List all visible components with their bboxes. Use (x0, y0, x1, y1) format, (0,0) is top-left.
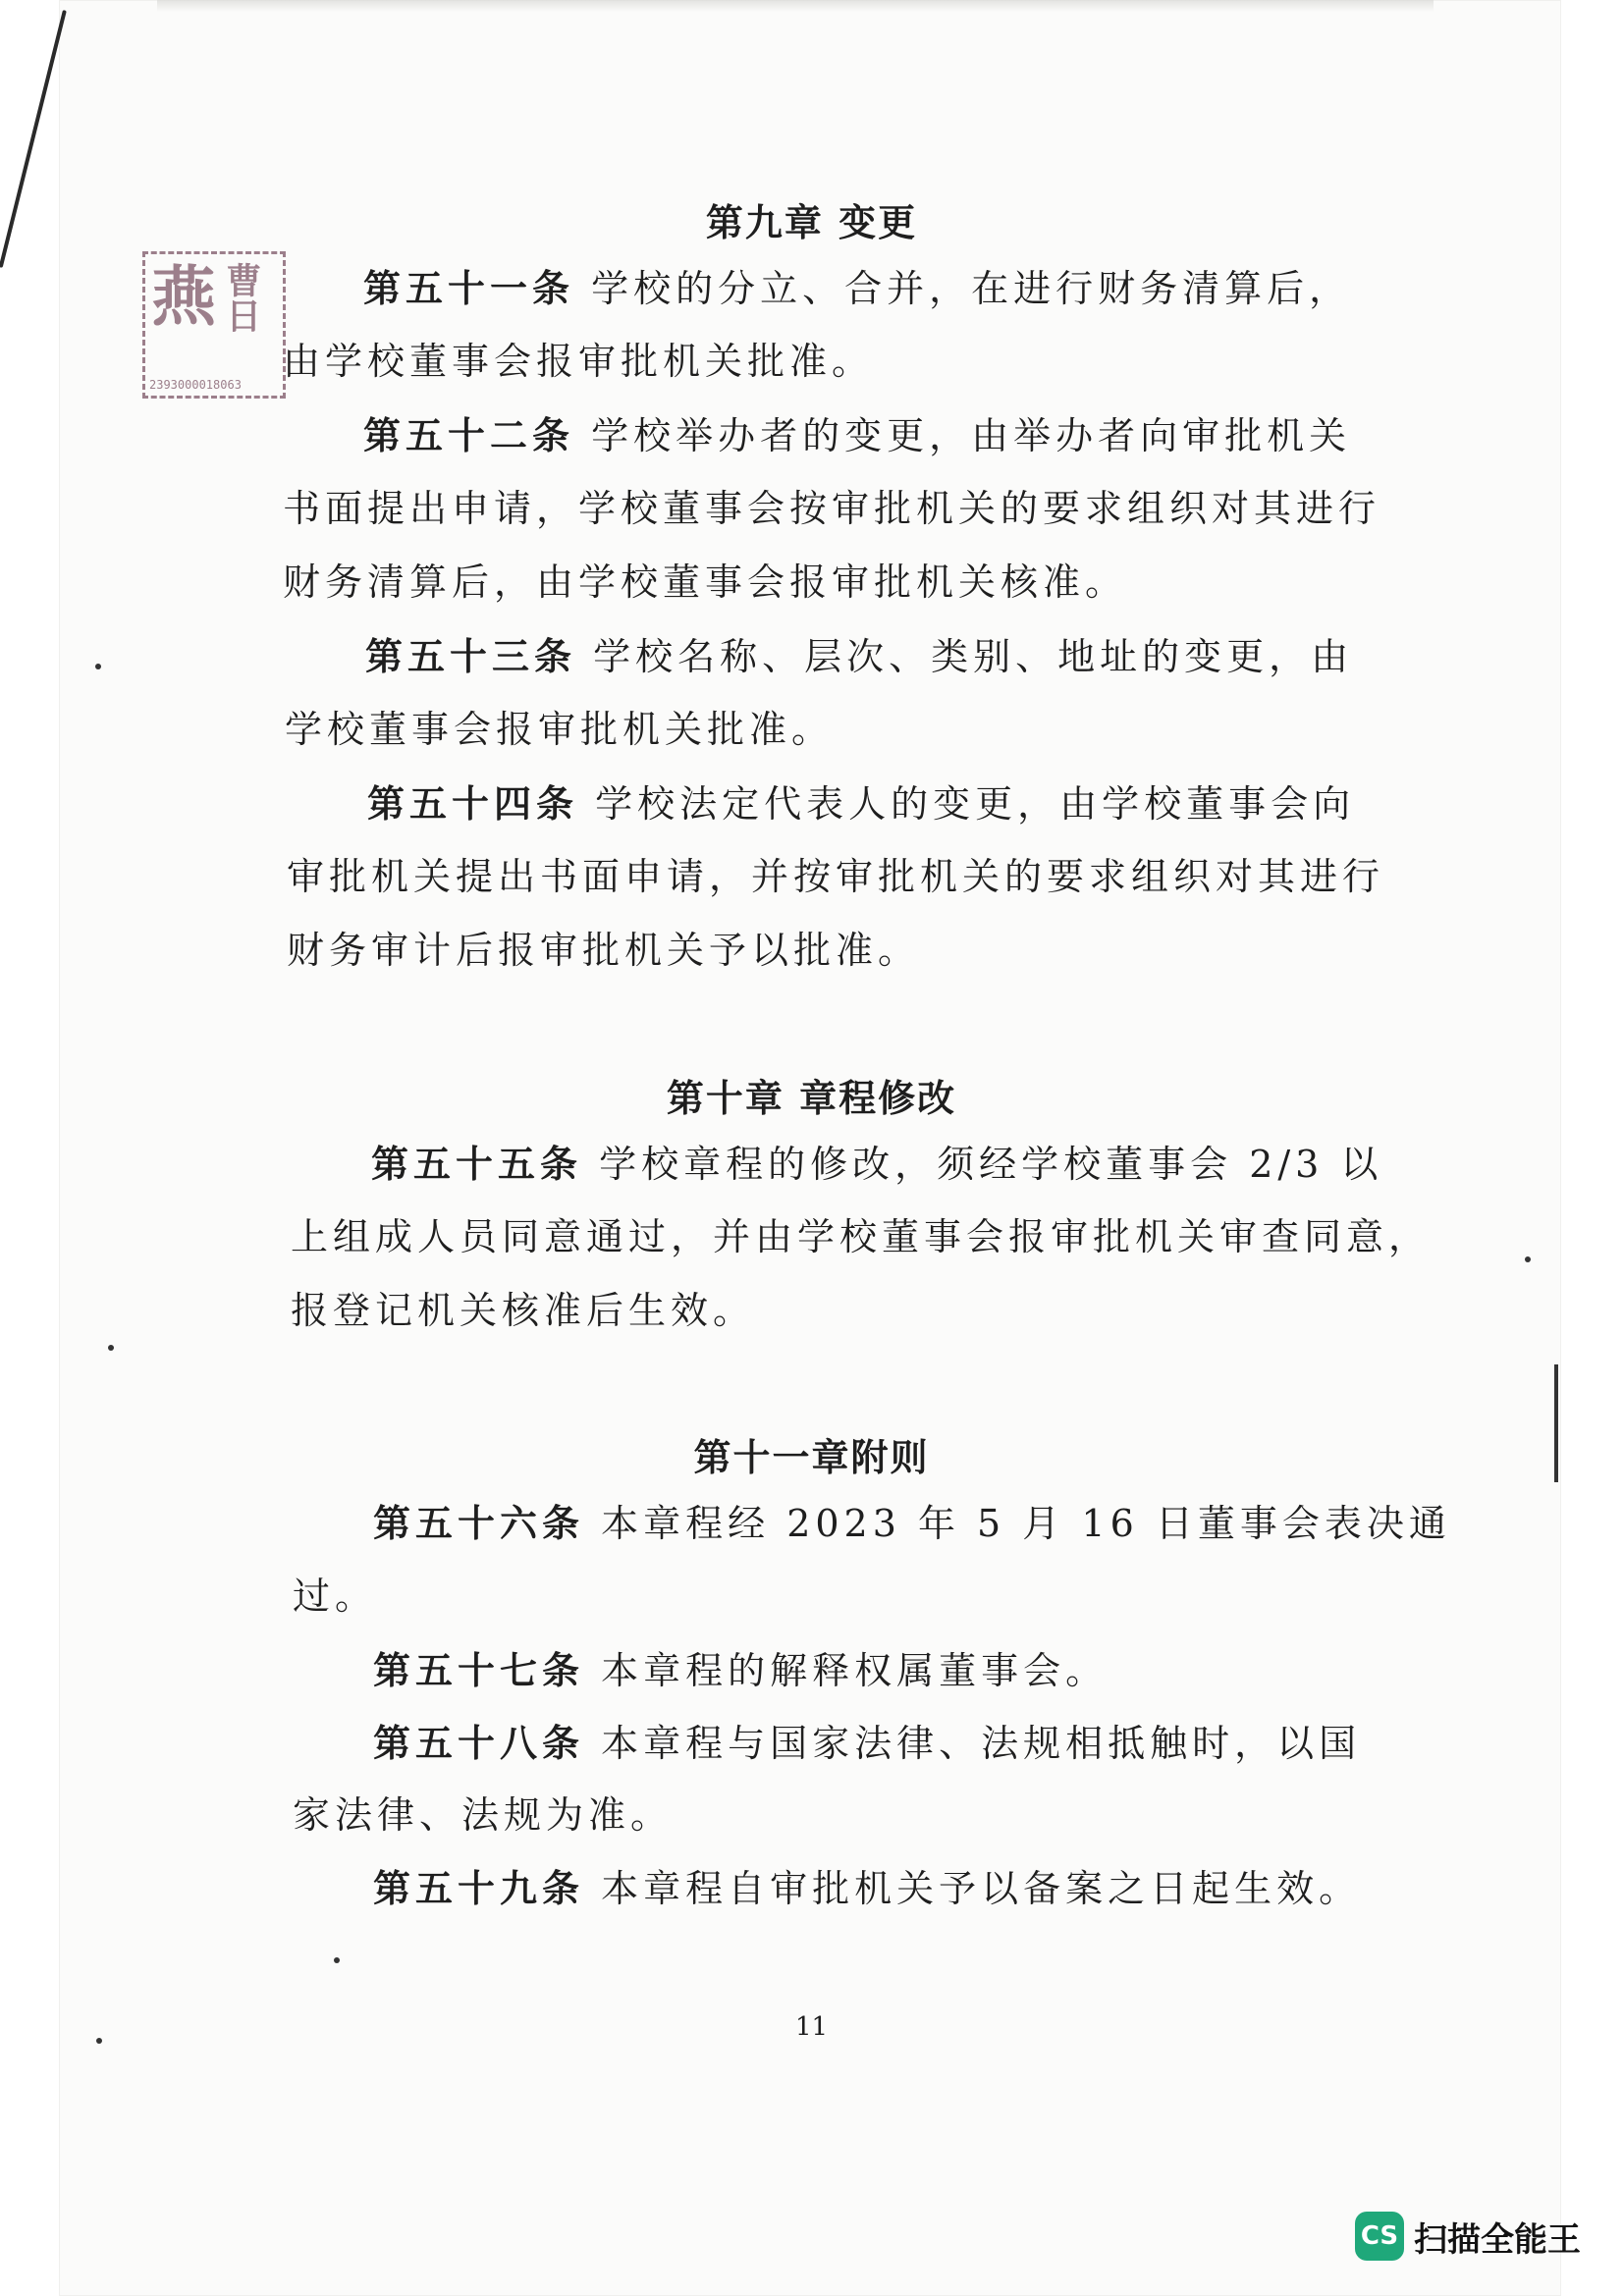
article-text: 本章程经 2023 年 5 月 16 日董事会表决通 (601, 1502, 1451, 1545)
article-56-cont: 过。 (293, 1575, 378, 1618)
article-51-cont: 由学校董事会报审批机关批准。 (283, 340, 875, 383)
article-text: 学校的分立、合并，在进行财务清算后， (591, 267, 1352, 310)
article-52-cont2: 财务清算后，由学校董事会报审批机关核准。 (283, 561, 1128, 604)
article-53 (365, 619, 1353, 694)
article-number: 第五十八条 (373, 1721, 585, 1765)
article-number: 第五十四条 (367, 781, 579, 826)
article-text: 本章程与国家法律、法规相抵触时，以国 (601, 1722, 1362, 1765)
seal-glyph-left: 燕 (151, 258, 216, 335)
scan-top-shadow (157, 0, 1434, 12)
scan-speck (334, 1957, 340, 1963)
article-number: 第五十九条 (373, 1866, 585, 1910)
article-54-cont2: 财务审计后报审批机关予以批准。 (287, 929, 921, 972)
article-55-cont2: 报登记机关核准后生效。 (291, 1289, 756, 1332)
article-59 (373, 1851, 1361, 1926)
chapter-11-title: 第十一章附则 (693, 1435, 930, 1479)
article-55-cont: 上组成人员同意通过，并由学校董事会报审批机关审查同意， (291, 1215, 1432, 1258)
article-number: 第五十一条 (363, 266, 575, 310)
article-number: 第五十二条 (363, 413, 575, 457)
article-number: 第五十三条 (365, 634, 577, 678)
page-number: 11 (794, 2012, 829, 2042)
article-54 (367, 767, 1355, 841)
chapter-10-title: 第十章 章程修改 (666, 1076, 957, 1120)
scanner-watermark (1355, 2212, 1581, 2261)
seal-code: 2393000018063 (149, 378, 242, 392)
scan-speck (95, 664, 101, 669)
scan-speck (96, 2038, 102, 2044)
article-text: 学校章程的修改，须经学校董事会 2/3 以 (599, 1143, 1383, 1186)
seal-stamp (142, 251, 286, 399)
camscanner-logo-icon: CS (1355, 2212, 1404, 2261)
article-58 (373, 1706, 1361, 1781)
article-text: 本章程的解释权属董事会。 (601, 1649, 1109, 1692)
article-58-cont: 家法律、法规为准。 (293, 1793, 674, 1837)
article-54-cont: 审批机关提出书面申请，并按审批机关的要求组织对其进行 (287, 855, 1385, 898)
scan-speck (1525, 1256, 1531, 1262)
article-text: 学校举办者的变更，由举办者向审批机关 (591, 414, 1352, 457)
article-text: 学校法定代表人的变更，由学校董事会向 (595, 782, 1356, 826)
scan-speck (108, 1345, 114, 1351)
article-55 (371, 1127, 1382, 1201)
seal-glyph-right: 曹日 (220, 262, 262, 333)
article-56 (373, 1486, 1451, 1561)
article-52-cont: 书面提出申请，学校董事会按审批机关的要求组织对其进行 (283, 487, 1381, 530)
article-number: 第五十五条 (371, 1142, 583, 1186)
article-number: 第五十六条 (373, 1501, 585, 1545)
article-number: 第五十七条 (373, 1648, 585, 1692)
watermark-text: 扫描全能王 (1414, 2219, 1581, 2260)
article-57 (373, 1633, 1108, 1708)
article-53-cont: 学校董事会报审批机关批准。 (285, 708, 835, 751)
article-52 (363, 399, 1351, 473)
article-text: 本章程自审批机关予以备案之日起生效。 (601, 1867, 1362, 1910)
article-51 (363, 251, 1351, 326)
article-text: 学校名称、层次、类别、地址的变更，由 (593, 635, 1354, 678)
chapter-9-title: 第九章 变更 (705, 200, 918, 244)
